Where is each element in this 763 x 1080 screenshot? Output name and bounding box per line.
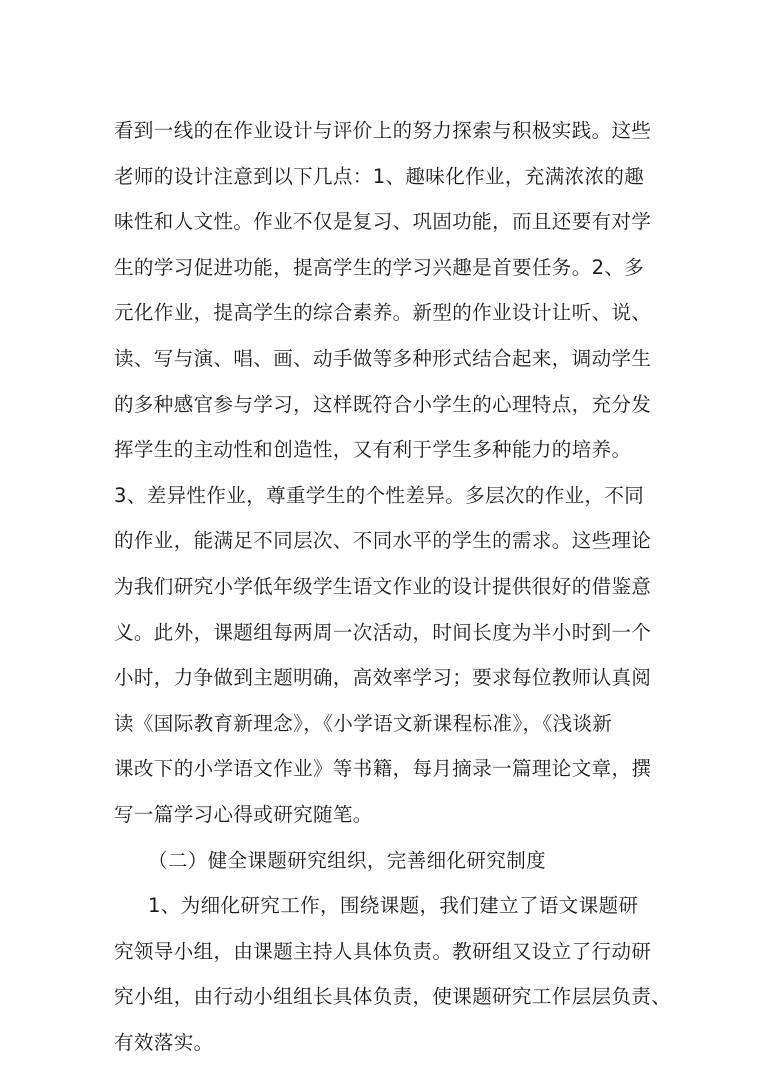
text-line: 写一篇学习心得或研究随笔。 xyxy=(114,802,373,826)
text-line: 味性和人文性。作业不仅是复习、巩固功能，而且还要有对学 xyxy=(114,210,652,234)
text-line: 有效落实。 xyxy=(114,1030,214,1054)
text-line: 究小组，由行动小组组长具体负责，使课题研究工作层层负责、 xyxy=(114,985,672,1009)
text-line: 究领导小组，由课题主持人具体负责。教研组又设立了行动研 xyxy=(114,939,652,963)
text-line: 为我们研究小学低年级学生语文作业的设计提供很好的借鉴意 xyxy=(114,574,652,598)
text-line: 小时，力争做到主题明确，高效率学习；要求每位教师认真阅 xyxy=(114,666,652,690)
text-line: 挥学生的主动性和创造性，又有利于学生多种能力的培养。 xyxy=(114,438,632,462)
text-line: 3、差异性作业，尊重学生的个性差异。多层次的作业，不同 xyxy=(114,483,645,507)
text-line: 元化作业，提高学生的综合素养。新型的作业设计让听、说、 xyxy=(114,301,652,325)
text-line: 的作业，能满足不同层次、不同水平的学生的需求。这些理论 xyxy=(114,529,652,553)
text-line: 读、写与演、唱、画、动手做等多种形式结合起来，调动学生 xyxy=(114,346,652,370)
text-line: 1、为细化研究工作，围绕课题，我们建立了语文课题研 xyxy=(148,894,639,918)
body-text xyxy=(114,108,674,1065)
text-line: 的多种感官参与学习，这样既符合小学生的心理特点，充分发 xyxy=(114,392,652,416)
text-line: 生的学习促进功能，提高学生的学习兴趣是首要任务。2、多 xyxy=(114,255,645,279)
text-line: 课改下的小学语文作业》等书籍，每月摘录一篇理论文章，撰 xyxy=(114,757,652,781)
text-line: 看到一线的在作业设计与评价上的努力探索与积极实践。这些 xyxy=(114,119,652,142)
section-heading: （二）健全课题研究组织，完善细化研究制度 xyxy=(148,848,547,872)
text-line: 读《国际教育新理念》，《小学语文新课程标准》，《浅谈新 xyxy=(114,711,613,735)
text-line: 老师的设计注意到以下几点：1、趣味化作业，充满浓浓的趣 xyxy=(114,164,645,188)
text-line: 义。此外，课题组每两周一次活动，时间长度为半小时到一个 xyxy=(114,620,652,644)
